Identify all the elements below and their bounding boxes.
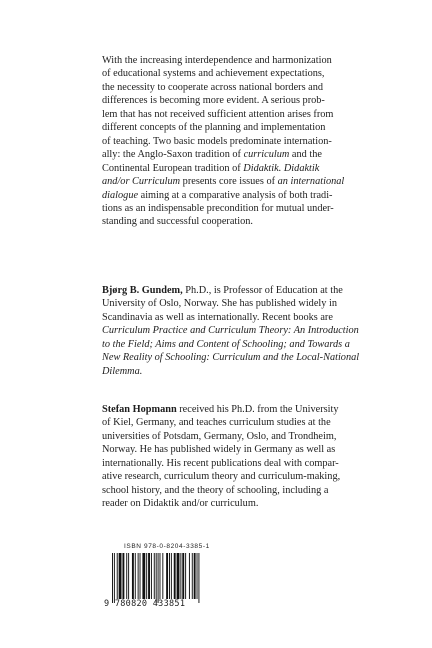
barcode-digits: 9 780820 433851 (104, 599, 186, 609)
barcode-bar (148, 553, 150, 599)
barcode-bar (128, 553, 129, 599)
barcode-bar (162, 553, 163, 599)
isbn-barcode (104, 543, 226, 615)
author-name: Bjørg B. Gundem, (102, 285, 183, 296)
barcode-bar (171, 553, 172, 599)
author-name: Stefan Hopmann (102, 404, 177, 415)
barcode-bar (122, 553, 124, 599)
barcode-bars (110, 553, 224, 603)
barcode-bar (135, 553, 136, 599)
barcode-bar (112, 553, 113, 603)
barcode-bar (114, 553, 115, 603)
barcode-bar (117, 553, 118, 599)
barcode-bar (151, 553, 152, 599)
barcode-bar (198, 553, 199, 603)
barcode-bar (140, 553, 141, 599)
bio-text: Stefan Hopmann received his Ph.D. from the University of Kiel, Germany, and teaches curriculum studies at the universities of Potsdam, Germany, Oslo, and Trondheim, Norway. He has published widely in Germany as well as internationally. His recent publications deal with compar- ative research, curriculum theory and curriculum-making, school history, and the theory of schooling, including a reader on Didaktik and/or curriculum. (102, 404, 341, 510)
barcode-bar (142, 553, 145, 599)
barcode-bar (166, 553, 168, 599)
barcode-bar (146, 553, 147, 599)
barcode-bar (189, 553, 190, 599)
barcode-bar (169, 553, 170, 599)
barcode-bar (160, 553, 161, 599)
barcode-bar (158, 553, 159, 603)
barcode-bar (194, 553, 196, 599)
barcode-bar (174, 553, 176, 599)
barcode-bar (177, 553, 180, 599)
barcode-bar (185, 553, 186, 599)
description-text: With the increasing interdependence and harmonization of educational systems and achievement expectations, the necessity to cooperate across national borders and differences is becoming more evident. A serious prob- lem that has not received sufficient attention arises from different concepts of the planning and implementation of teaching. Two basic models predominate internation- ally: the Anglo-Saxon tradition of curriculum and the Continental European tradition of Didaktik. Didaktik and/or Curriculum presents core issues of an international dialogue aiming at a comparative analysis of both tradi- tions as an indispensable precondition for mutual under- standing and successful cooperation. (102, 55, 345, 228)
barcode-bar (126, 553, 127, 599)
barcode-bar (156, 553, 157, 603)
bio-text: Bjørg B. Gundem, Ph.D., is Professor of Education at the University of Oslo, Norway. She has published widely in Scandinavia as well as internationally. Recent books are Curriculum Practice and Curriculum Theory: An Introduction to the Field; Aims and Content of Schooling; and Towards a New Reality of Schooling: Curriculum and the Local-National Dilemma. (102, 285, 360, 377)
author-bio-gundem (102, 284, 372, 378)
barcode-bar (182, 553, 184, 599)
author-bio-hopmann (102, 403, 372, 511)
book-description (102, 54, 372, 229)
barcode-bar (197, 553, 198, 599)
barcode-bar (154, 553, 155, 599)
barcode-bar (132, 553, 134, 599)
barcode-bar (180, 553, 181, 599)
barcode-bar (192, 553, 193, 599)
barcode-bar (119, 553, 122, 599)
isbn-label: ISBN 978-0-8204-3385-1 (124, 543, 210, 550)
barcode-bar (138, 553, 139, 599)
